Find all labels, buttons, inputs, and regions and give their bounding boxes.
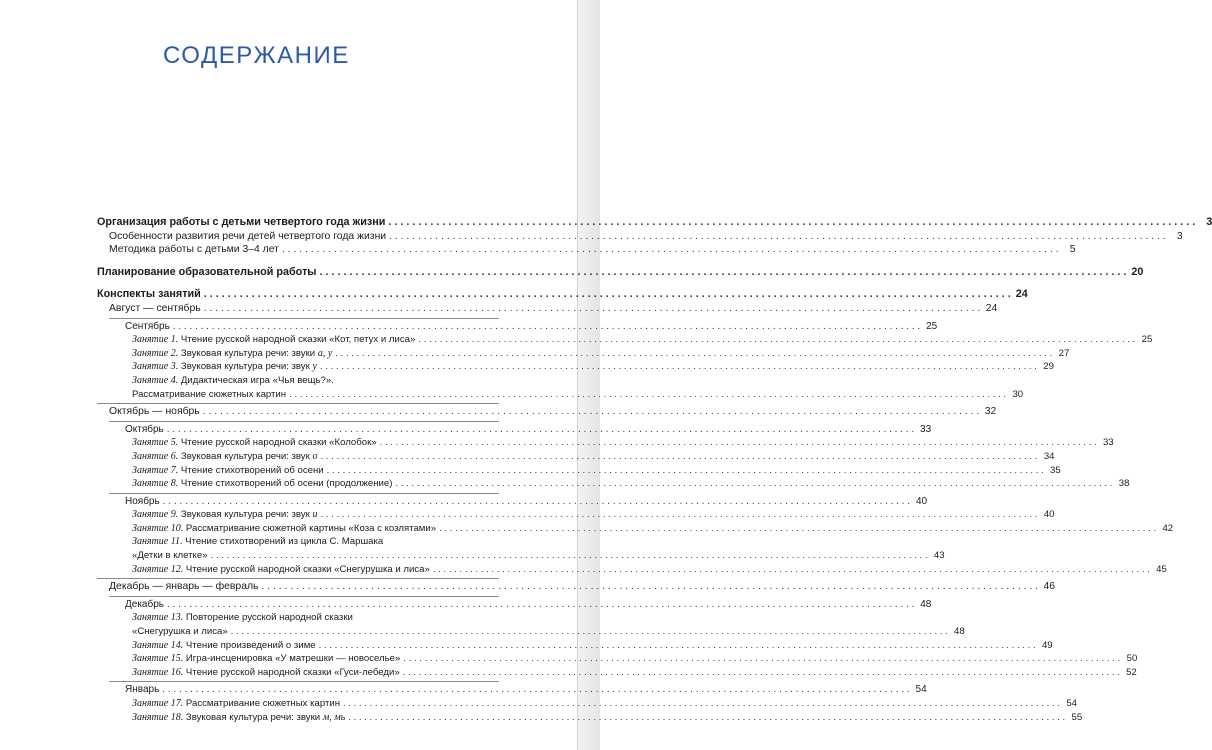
lesson-title: Повторение русской народной сказки: [185, 612, 353, 624]
leader-dots: [204, 288, 1011, 302]
lesson-title: Чтение русской народной сказки «Колобок»: [180, 437, 377, 449]
toc-lesson[interactable]: [97, 436, 1114, 450]
toc-month[interactable]: [97, 495, 928, 509]
toc-page-number: 3: [1206, 216, 1212, 228]
leader-dots: [231, 625, 948, 639]
toc-month[interactable]: [97, 683, 927, 697]
toc-page-number: 50: [1126, 653, 1138, 665]
leader-dots: [348, 711, 1065, 725]
toc-entry-title: Организация работы с детьми четвертого года жизни: [97, 216, 386, 228]
toc-entry-title: Планирование образовательной работы: [97, 265, 317, 278]
toc-page-number: 46: [1043, 581, 1056, 593]
toc-page-number: 49: [1041, 639, 1053, 651]
lesson-title: Чтение стихотворений из цикла С. Маршака: [185, 536, 384, 548]
lesson-label: Занятие 14.: [132, 639, 184, 651]
lesson-title-continued: Рассматривание сюжетных картин: [132, 388, 287, 400]
lesson-title-continued: «Снегурушка и лиса»: [132, 626, 228, 638]
toc-page-number: 43: [933, 550, 945, 562]
lesson-title: Чтение стихотворений об осени: [180, 464, 324, 476]
toc-page-number: 38: [1118, 478, 1130, 490]
lesson-label: Занятие 6.: [132, 450, 179, 462]
leader-dots: [343, 697, 1060, 711]
leader-dots: [320, 508, 1037, 522]
leader-dots: [289, 388, 1006, 402]
toc-page-number: 34: [1043, 450, 1055, 462]
lesson-label: Занятие 17.: [132, 698, 184, 709]
toc-page-number: 24: [985, 302, 998, 314]
toc-lesson[interactable]: [97, 360, 1054, 374]
leader-dots: [282, 243, 1059, 257]
toc-page-number: 54: [915, 684, 927, 696]
leader-dots: [319, 266, 1126, 280]
leader-dots: [319, 639, 1036, 653]
lesson-title: Рассматривание сюжетных картин: [185, 698, 340, 709]
lesson-title: Звуковая культура речи: звук: [180, 509, 310, 521]
toc-entry-title: Конспекты занятий: [97, 288, 201, 301]
toc-page-number: 40: [1043, 509, 1055, 521]
toc-lesson[interactable]: [97, 611, 499, 625]
lesson-label: Занятие 1.: [132, 334, 179, 346]
lesson-sounds: м, мь: [322, 711, 346, 723]
toc-entry-title: Особенности развития речи детей четвертого года жизни: [109, 230, 387, 242]
toc-section-lesson-notes[interactable]: [97, 288, 1028, 302]
toc-page-number: 33: [920, 423, 932, 435]
toc-entry-title: Методика работы с детьми 3–4 лет: [109, 244, 279, 256]
lesson-label: Занятие 10.: [132, 522, 184, 534]
leader-dots: [389, 230, 1166, 244]
toc-period[interactable]: [97, 580, 1056, 594]
lesson-label: Занятие 15.: [132, 653, 184, 665]
divider: [97, 578, 499, 579]
lesson-label: Занятие 16.: [132, 666, 184, 678]
table-of-contents: [97, 216, 1212, 724]
leader-dots: [211, 549, 928, 563]
divider: [109, 681, 499, 682]
toc-lesson[interactable]: [97, 333, 1153, 347]
toc-page-number: 35: [1049, 464, 1061, 476]
toc-page-number: 5: [1069, 244, 1076, 256]
toc-page-number: 55: [1071, 711, 1083, 723]
lesson-label: Занятие 4.: [132, 374, 179, 386]
lesson-title: Чтение произведений о зиме: [185, 639, 316, 651]
lesson-label: Занятие 12.: [132, 563, 184, 575]
leader-dots: [433, 563, 1150, 577]
lesson-title: Чтение русской народной сказки «Снегурушка и лиса»: [185, 563, 430, 575]
toc-period[interactable]: [97, 405, 997, 419]
lesson-label: Занятие 5.: [132, 437, 179, 449]
toc-lesson[interactable]: [97, 464, 1061, 478]
lesson-label: Занятие 11.: [132, 536, 183, 548]
leader-dots: [380, 436, 1097, 450]
toc-lesson[interactable]: [97, 697, 1078, 711]
toc-month[interactable]: [97, 423, 932, 437]
lesson-title-continued: «Детки в клетке»: [132, 550, 208, 562]
toc-page-number: 30: [1012, 388, 1024, 400]
lesson-sounds: и: [312, 509, 318, 521]
toc-page-number: 25: [1141, 334, 1153, 346]
toc-lesson[interactable]: [97, 639, 1053, 653]
toc-entry-title: Сентябрь: [125, 320, 170, 332]
lesson-title: Игра-инсценировка «У матрешки — новоселье»: [185, 653, 401, 665]
lesson-title: Звуковая культура речи: звук: [180, 361, 310, 373]
toc-section-organization[interactable]: [97, 216, 1212, 230]
lesson-sounds: у: [312, 361, 317, 373]
leader-dots: [162, 683, 909, 697]
toc-entry-title: Январь: [125, 684, 160, 696]
lesson-title: Чтение русской народной сказки «Гуси-лебеди»: [185, 666, 400, 678]
toc-page-number: 54: [1066, 698, 1078, 709]
leader-dots: [320, 360, 1037, 374]
lesson-sounds: о: [312, 450, 318, 462]
lesson-title: Чтение стихотворений об осени (продолжение): [180, 478, 393, 490]
toc-lesson[interactable]: [97, 711, 1083, 725]
leader-dots: [327, 464, 1044, 478]
toc-entry-title: Октябрь: [125, 423, 164, 435]
leader-dots: [320, 450, 1037, 464]
toc-lesson[interactable]: [97, 563, 1167, 577]
leader-dots: [418, 333, 1135, 347]
page-title: СОДЕРЖАНИЕ: [163, 42, 350, 69]
lesson-label: Занятие 3.: [132, 361, 179, 373]
toc-lesson[interactable]: [97, 535, 499, 549]
toc-lesson[interactable]: [97, 347, 1070, 361]
divider: [109, 421, 499, 422]
toc-entry-title: Август — сентябрь: [109, 302, 201, 314]
toc-item[interactable]: [97, 243, 1076, 257]
divider: [97, 403, 499, 404]
lesson-title: Звуковая культура речи: звуки: [180, 347, 316, 359]
leader-dots: [167, 423, 914, 437]
toc-entry-title: Октябрь — ноябрь: [109, 406, 200, 418]
divider: [109, 318, 499, 319]
toc-page-number: 48: [954, 626, 965, 638]
toc-lesson-continued[interactable]: [97, 549, 945, 563]
toc-lesson[interactable]: [97, 508, 1055, 522]
toc-month[interactable]: [97, 320, 938, 334]
leader-dots: [173, 320, 920, 334]
toc-page-number: 48: [920, 598, 932, 610]
toc-page-number: 40: [915, 495, 928, 507]
toc-page-number: 45: [1156, 563, 1167, 575]
leader-dots: [395, 477, 1112, 491]
toc-page-number: 20: [1131, 265, 1144, 278]
lesson-sounds: а, у: [317, 347, 333, 359]
lesson-title: Дидактическая игра «Чья вещь?».: [180, 374, 334, 386]
toc-entry-title: Декабрь: [125, 598, 164, 610]
toc-page-number: 3: [1176, 230, 1183, 242]
lesson-label: Занятие 9.: [132, 509, 179, 521]
toc-lesson[interactable]: [97, 522, 1174, 536]
lesson-title: Рассматривание сюжетной картины «Коза с козлятами»: [185, 522, 437, 534]
toc-lesson[interactable]: [97, 652, 1138, 666]
leader-dots: [167, 598, 914, 612]
toc-lesson-continued[interactable]: [97, 388, 1024, 402]
lesson-title: Чтение русской народной сказки «Кот, петух и лиса»: [180, 334, 416, 346]
toc-page-number: 25: [926, 320, 938, 332]
toc-section-planning[interactable]: [97, 265, 1144, 280]
toc-page-number: 24: [1015, 288, 1028, 301]
leader-dots: [388, 216, 1195, 230]
toc-entry-title: Декабрь — январь — февраль: [109, 581, 259, 593]
toc-month[interactable]: [97, 598, 932, 612]
toc-page-number: 29: [1043, 361, 1054, 373]
divider: [109, 493, 499, 494]
toc-page-number: 27: [1058, 347, 1070, 359]
leader-dots: [403, 652, 1120, 666]
divider: [109, 596, 499, 597]
toc-entry-title: Ноябрь: [125, 495, 160, 507]
lesson-label: Занятие 18.: [132, 711, 184, 723]
lesson-label: Занятие 2.: [132, 347, 179, 359]
toc-lesson-continued[interactable]: [97, 625, 965, 639]
leader-dots: [335, 347, 1052, 361]
leader-dots: [163, 495, 910, 509]
toc-lesson[interactable]: [97, 450, 1055, 464]
toc-page-number: 52: [1126, 666, 1137, 678]
lesson-label: Занятие 8.: [132, 478, 179, 490]
leader-dots: [204, 302, 981, 316]
leader-dots: [261, 580, 1038, 594]
lesson-label: Занятие 13.: [132, 612, 184, 624]
toc-page-number: 42: [1162, 522, 1174, 534]
lesson-title: Звуковая культура речи: звуки: [185, 711, 321, 723]
leader-dots: [403, 666, 1120, 680]
leader-dots: [439, 522, 1156, 536]
toc-item[interactable]: [97, 230, 1183, 244]
toc-lesson[interactable]: [97, 477, 1130, 491]
toc-page-number: 32: [984, 406, 997, 418]
toc-page-number: 33: [1102, 437, 1114, 449]
toc-lesson[interactable]: [97, 374, 499, 388]
toc-lesson[interactable]: [97, 666, 1137, 680]
leader-dots: [203, 405, 980, 419]
toc-period[interactable]: [97, 302, 998, 316]
lesson-title: Звуковая культура речи: звук: [180, 450, 310, 462]
lesson-label: Занятие 7.: [132, 464, 179, 476]
